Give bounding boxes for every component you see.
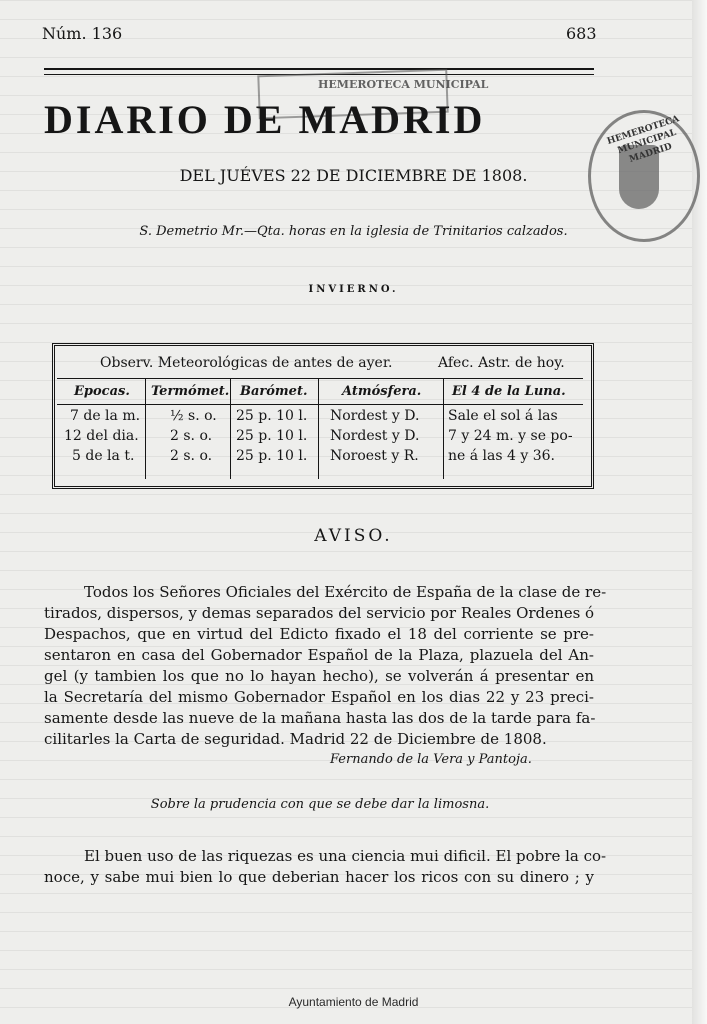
- saint-of-day: S. Demetrio Mr.—Qta. horas en la iglesia de Trinitarios calzados.: [139, 224, 568, 239]
- column-header-luna: El 4 de la Luna.: [452, 384, 566, 399]
- column-header-barometro: Barómet.: [240, 384, 308, 399]
- table-cell-epoca: 12 del dia.: [64, 428, 139, 444]
- table-rule-header: [57, 404, 583, 405]
- table-cell-atmosfera: Noroest y R.: [330, 448, 419, 464]
- library-seal-label: HEMEROTECA MUNICIPAL MADRID: [605, 114, 681, 166]
- table-cell-termometro: ½ s. o.: [170, 408, 217, 424]
- table-cell-barometro: 25 p. 10 l.: [236, 408, 308, 424]
- table-rule-title: [57, 378, 583, 379]
- article-line: El buen uso de las riquezas es una ciencia mui dificil. El pobre la co-: [84, 847, 607, 865]
- masthead-rule-top: [44, 68, 594, 70]
- astro-line: 7 y 24 m. y se po-: [448, 428, 573, 444]
- notice-line: sentaron en casa del Gobernador Español de la Plaza, plazuela del An-: [44, 646, 594, 664]
- article-line: noce, y sabe mui bien lo que deberian hacer los ricos con su dinero ; y: [44, 868, 594, 886]
- hemeroteca-stamp-label: HEMEROTECA MUNICIPAL: [318, 78, 489, 91]
- table-title-observations: Observ. Meteorológicas de antes de ayer.: [100, 355, 393, 371]
- column-header-termometro: Termómet.: [151, 384, 230, 399]
- table-cell-termometro: 2 s. o.: [170, 428, 213, 444]
- astro-line: ne á las 4 y 36.: [448, 448, 555, 464]
- table-cell-atmosfera: Nordest y D.: [330, 408, 420, 424]
- table-cell-epoca: 5 de la t.: [72, 448, 135, 464]
- issue-number: Núm. 136: [42, 24, 123, 43]
- notice-line: samente desde las nueve de la mañana hasta las dos de la tarde para fa-: [44, 709, 596, 727]
- dateline: DEL JUÉVES 22 DE DICIEMBRE DE 1808.: [179, 166, 528, 185]
- table-col-divider-2: [230, 379, 231, 479]
- notice-line: Todos los Señores Oficiales del Exército de España de la clase de re-: [84, 583, 607, 601]
- table-col-divider-3: [318, 379, 319, 479]
- table-title-astronomy: Afec. Astr. de hoy.: [438, 355, 565, 371]
- table-cell-barometro: 25 p. 10 l.: [236, 448, 308, 464]
- notice-title: AVISO.: [314, 526, 393, 546]
- notice-line: cilitarles la Carta de seguridad. Madrid 22 de Diciembre de 1808.: [44, 730, 547, 748]
- table-col-divider-1: [145, 379, 146, 479]
- column-header-epocas: Epocas.: [74, 384, 130, 399]
- table-cell-termometro: 2 s. o.: [170, 448, 213, 464]
- notice-line: tirados, dispersos, y demas separados del servicio por Reales Ordenes ó: [44, 604, 595, 622]
- notice-line: Despachos, que en virtud del Edicto fixado el 18 del corriente se pre-: [44, 625, 594, 643]
- page-number: 683: [566, 24, 597, 43]
- article-subheading: Sobre la prudencia con que se debe dar la limosna.: [150, 797, 490, 812]
- table-cell-barometro: 25 p. 10 l.: [236, 428, 308, 444]
- notice-signature: Fernando de la Vera y Pantoja.: [330, 752, 532, 767]
- notice-line: la Secretaría del mismo Gobernador Español en los dias 22 y 23 preci-: [44, 688, 594, 706]
- column-header-atmosfera: Atmósfera.: [342, 384, 422, 399]
- masthead-title: DIARIO DE MADRID: [44, 97, 486, 142]
- table-col-divider-4: [443, 379, 444, 479]
- season-label: INVIERNO.: [308, 284, 399, 295]
- table-cell-epoca: 7 de la m.: [70, 408, 141, 424]
- astro-line: Sale el sol á las: [448, 408, 558, 424]
- archive-credit: Ayuntamiento de Madrid: [288, 995, 419, 1009]
- table-cell-atmosfera: Nordest y D.: [330, 428, 420, 444]
- notice-line: gel (y tambien los que no lo hayan hecho), se volverán á presentar en: [44, 667, 594, 685]
